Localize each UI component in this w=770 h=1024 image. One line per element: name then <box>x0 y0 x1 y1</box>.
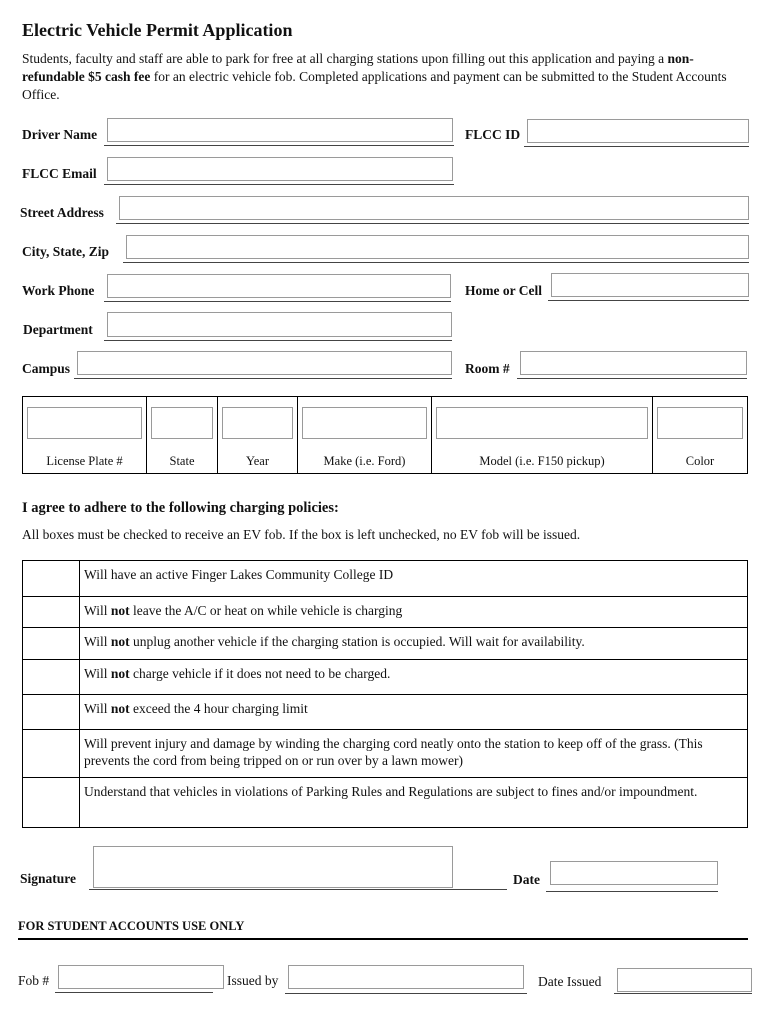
issued-by-label: Issued by <box>227 973 279 988</box>
year-caption: Year <box>245 454 270 468</box>
driver-name-label: Driver Name <box>22 127 98 142</box>
policy-checkbox[interactable] <box>23 778 80 828</box>
fob-underline <box>55 992 213 993</box>
home-or-cell-label: Home or Cell <box>465 283 542 298</box>
vehicle-table <box>22 396 748 474</box>
work-phone-underline <box>104 301 451 302</box>
policy-text-bold: not <box>110 666 130 681</box>
room-underline <box>517 378 747 379</box>
model-cell <box>432 397 653 473</box>
fob-input[interactable] <box>58 965 224 989</box>
policy-text-bold: not <box>110 634 130 649</box>
year-input[interactable] <box>222 407 293 439</box>
street-address-label: Street Address <box>20 205 104 220</box>
policy-text-bold: not <box>110 701 130 716</box>
policy-text <box>80 597 748 628</box>
state-cell <box>147 397 218 473</box>
work-phone-input[interactable] <box>107 274 451 298</box>
home-or-cell-input[interactable] <box>551 273 749 297</box>
policy-text-end: unplug another vehicle if the charging station is occupied. Will wait for availability. <box>129 634 585 649</box>
policy-text-start: Will <box>84 634 111 649</box>
intro-text-end: for an electric vehicle fob. Completed applications and payment can be submitted to the Student Accounts Office. <box>22 69 727 102</box>
policy-text-end: leave the A/C or heat on while vehicle is charging <box>129 603 403 618</box>
signature-underline <box>89 889 507 890</box>
license-plate-cell <box>23 397 147 473</box>
flcc-id-label: FLCC ID <box>465 127 521 142</box>
policy-text-bold: not <box>110 603 130 618</box>
street-address-underline <box>116 223 749 224</box>
policy-row <box>23 628 748 660</box>
policy-text-start: Will <box>84 603 111 618</box>
policy-checkbox[interactable] <box>23 660 80 695</box>
policy-text-start: Will prevent injury and damage by winding the charging cord neatly onto the station to keep off of the grass. (This prevents the cord from being tripped on or run over by a lawn mower) <box>84 736 703 768</box>
date-input[interactable] <box>550 861 718 885</box>
date-issued-underline <box>614 993 752 994</box>
state-caption: State <box>169 454 195 468</box>
flcc-id-input[interactable] <box>527 119 749 143</box>
policy-row <box>23 730 748 778</box>
campus-underline <box>74 378 452 379</box>
policy-text-start: Will have an active Finger Lakes Community College ID <box>84 567 394 582</box>
year-cell <box>218 397 298 473</box>
color-input[interactable] <box>657 407 743 439</box>
policy-text-end: charge vehicle if it does not need to be charged. <box>129 666 391 681</box>
department-input[interactable] <box>107 312 452 337</box>
city-state-zip-underline <box>123 262 749 263</box>
department-underline <box>104 340 452 341</box>
model-input[interactable] <box>436 407 648 439</box>
policy-checkbox[interactable] <box>23 597 80 628</box>
color-caption: Color <box>685 454 715 468</box>
flcc-email-input[interactable] <box>107 157 453 181</box>
city-state-zip-label: City, State, Zip <box>22 244 110 259</box>
policy-row <box>23 561 748 597</box>
driver-name-input[interactable] <box>107 118 453 142</box>
signature-label: Signature <box>20 871 77 886</box>
policy-text <box>80 730 748 778</box>
policy-checkbox[interactable] <box>23 628 80 660</box>
policy-text-end: exceed the 4 hour charging limit <box>129 701 308 716</box>
office-use-divider <box>18 938 748 940</box>
department-label: Department <box>23 322 93 337</box>
room-label: Room # <box>465 361 510 376</box>
license-plate-input[interactable] <box>27 407 142 439</box>
fob-label: Fob # <box>18 973 50 988</box>
license-plate-caption: License Plate # <box>46 454 123 468</box>
policy-text <box>80 695 748 730</box>
issued-by-underline <box>285 993 527 994</box>
policy-row <box>23 695 748 730</box>
policy-text-start: Will <box>84 701 111 716</box>
policy-text <box>80 561 748 597</box>
campus-label: Campus <box>22 361 71 376</box>
form-title: Electric Vehicle Permit Application <box>22 20 293 40</box>
signature-input[interactable] <box>93 846 453 888</box>
policy-checkbox[interactable] <box>23 730 80 778</box>
driver-name-underline <box>104 145 454 146</box>
room-input[interactable] <box>520 351 747 375</box>
policy-row <box>23 660 748 695</box>
policy-row <box>23 778 748 828</box>
policy-text-start: Will <box>84 666 111 681</box>
date-issued-label: Date Issued <box>538 974 602 989</box>
campus-input[interactable] <box>77 351 452 375</box>
date-label: Date <box>513 872 540 887</box>
policy-checkbox[interactable] <box>23 561 80 597</box>
flcc-id-underline <box>524 146 749 147</box>
intro-fee-text: non-refundable $5 cash fee <box>22 51 694 84</box>
flcc-email-label: FLCC Email <box>22 166 97 181</box>
policy-text-start: Understand that vehicles in violations of Parking Rules and Regulations are subject to fines and/or impoundment. <box>84 784 698 799</box>
policy-text <box>80 628 748 660</box>
intro-text-start: Students, faculty and staff are able to park for free at all charging stations upon filling out this application and paying a <box>22 51 668 66</box>
make-input[interactable] <box>302 407 427 439</box>
make-caption: Make (i.e. Ford) <box>323 454 406 468</box>
flcc-email-underline <box>104 184 454 185</box>
make-cell <box>298 397 432 473</box>
policy-text <box>80 660 748 695</box>
issued-by-input[interactable] <box>288 965 524 989</box>
policy-row <box>23 597 748 628</box>
policies-heading: I agree to adhere to the following charging policies: <box>22 500 339 516</box>
form-intro <box>22 50 747 104</box>
policies-subheading: All boxes must be checked to receive an EV fob. If the box is left unchecked, no EV fob will be issued. <box>22 527 581 542</box>
street-address-input[interactable] <box>119 196 749 220</box>
model-caption: Model (i.e. F150 pickup) <box>479 454 605 468</box>
home-or-cell-underline <box>548 300 749 301</box>
policies-table <box>22 560 748 828</box>
date-issued-input[interactable] <box>617 968 752 992</box>
state-input[interactable] <box>151 407 213 439</box>
date-underline <box>546 891 718 892</box>
work-phone-label: Work Phone <box>22 283 95 298</box>
office-use-heading: FOR STUDENT ACCOUNTS USE ONLY <box>18 919 245 933</box>
city-state-zip-input[interactable] <box>126 235 749 259</box>
policy-text <box>80 778 748 828</box>
color-cell <box>653 397 747 473</box>
policy-checkbox[interactable] <box>23 695 80 730</box>
